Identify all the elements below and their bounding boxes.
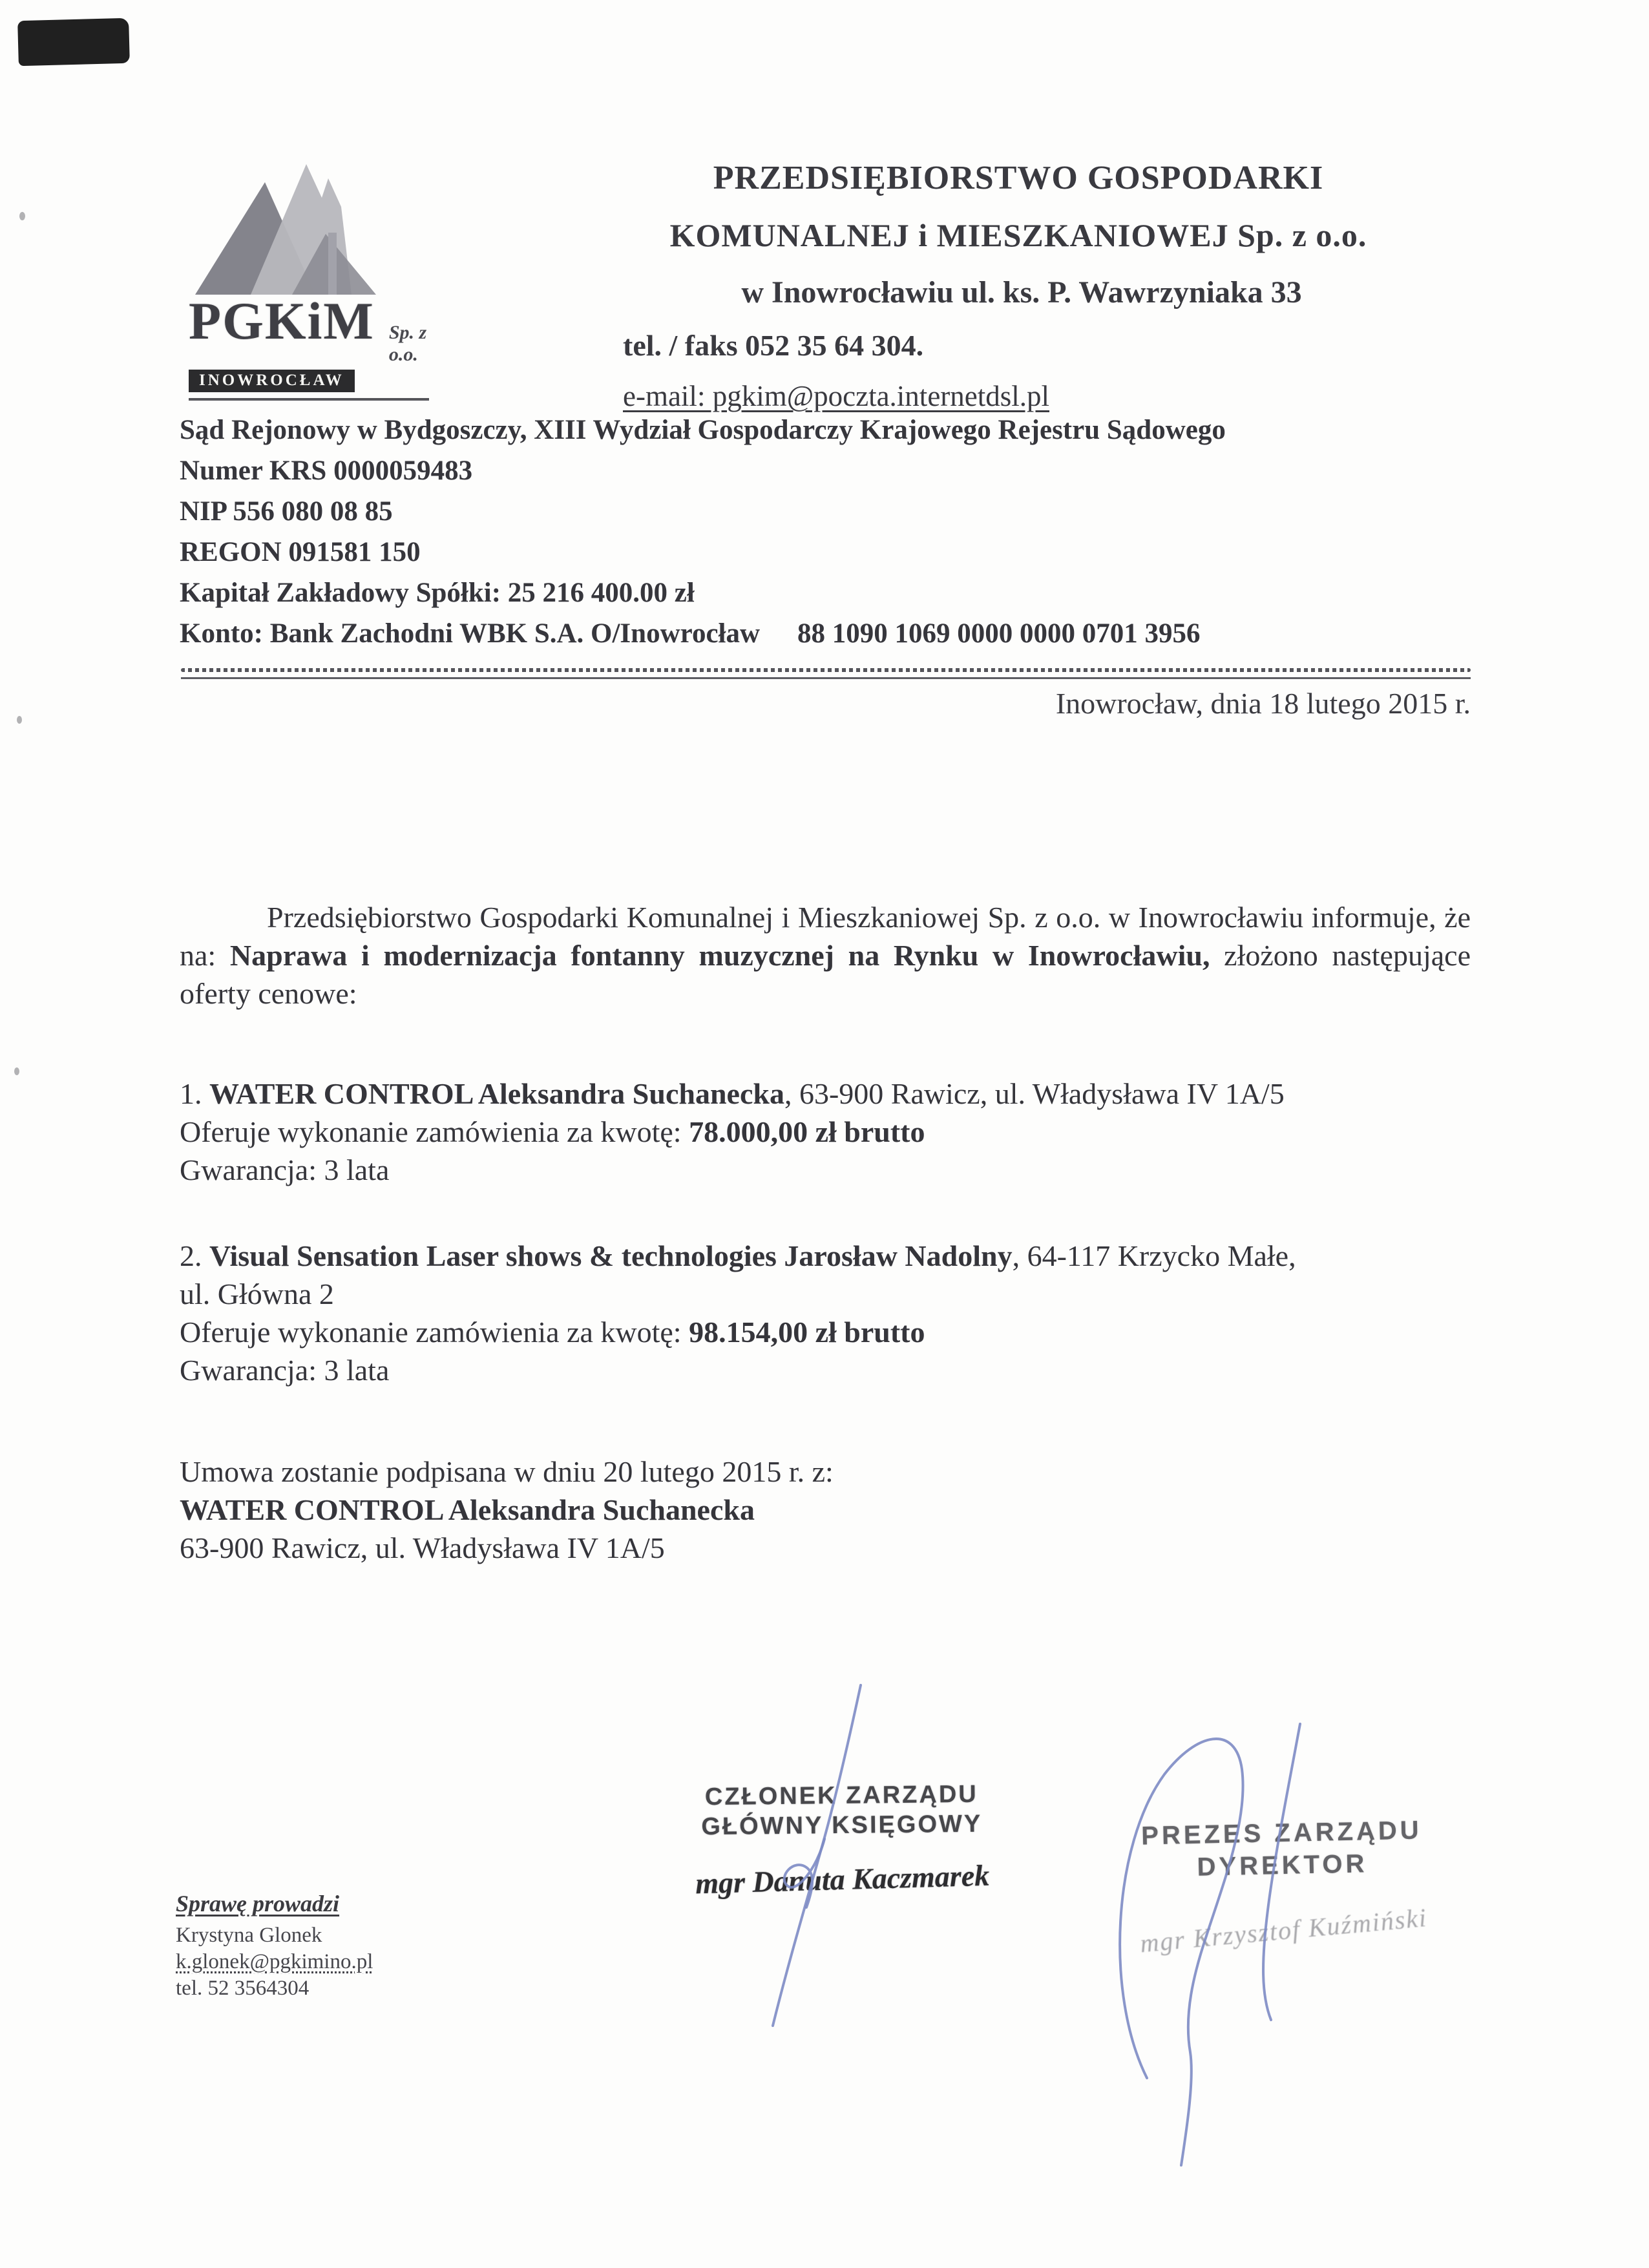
contract-winner-address: 63-900 Rawicz, ul. Władysława IV 1A/5 <box>180 1531 665 1564</box>
scan-speck <box>17 716 22 724</box>
company-phone: tel. / faks 052 35 64 304. <box>623 329 924 362</box>
offer-2-address: , 64-117 Krzycko Małe, <box>1012 1239 1296 1272</box>
offer-2-price: 98.154,00 zł brutto <box>689 1316 925 1349</box>
company-email: e-mail: pgkim@poczta.internetdsl.pl <box>623 380 1050 412</box>
registry-account <box>180 613 1478 654</box>
registry-krs: Numer KRS 0000059483 <box>180 456 473 486</box>
scan-artifact-smudge <box>17 18 130 66</box>
case-handler-heading: Sprawę prowadzi <box>176 1891 340 1916</box>
scan-speck <box>14 1067 19 1075</box>
offer-1-address: , 63-900 Rawicz, ul. Władysława IV 1A/5 <box>784 1077 1285 1110</box>
scan-speck <box>19 212 25 220</box>
dotted-separator <box>181 668 1471 672</box>
company-name-line2: KOMUNALNEJ i MIESZKANIOWEJ Sp. z o.o. <box>669 217 1367 253</box>
intro-paragraph <box>180 898 1471 1013</box>
stamp-left-name: mgr Danuta Kaczmarek <box>695 1858 990 1900</box>
offer-2-price-line <box>180 1313 1471 1351</box>
intro-subject-bold: Naprawa i modernizacja fontanny muzycznej na Rynku w Inowrocławiu, <box>229 939 1210 972</box>
stamp-right-title-1: PREZES ZARZĄDU <box>1140 1816 1423 1851</box>
registry-court: Sąd Rejonowy w Bydgoszczy, XIII Wydział Gospodarczy Krajowego Rejestru Sądowego <box>180 415 1226 445</box>
registry-block <box>180 410 1478 654</box>
letterhead <box>569 159 1468 413</box>
intro-text-1: Przedsiębiorstwo Gospodarki Komunalnej i Mieszkaniowej Sp. z o.o. w Inowrocławiu informuje, że na: <box>180 901 1471 972</box>
registry-account-label: Konto: Bank Zachodni WBK S.A. O/Inowrocław <box>180 618 761 649</box>
registry-capital: Kapitał Zakładowy Spółki: 25 216 400.00 zł <box>180 578 695 608</box>
case-handler-phone: tel. 52 3564304 <box>176 1977 310 2000</box>
offer-2-warranty: Gwarancja: 3 lata <box>180 1354 390 1387</box>
registry-regon: REGON 091581 150 <box>180 537 421 567</box>
offer-2-price-label: Oferuje wykonanie zamówienia za kwotę: <box>180 1316 689 1349</box>
solid-separator <box>181 677 1471 679</box>
intro-text-2: złożono następujące oferty cenowe: <box>180 939 1471 1010</box>
stamp-chief-accountant <box>689 1780 994 1898</box>
offer-1-price-label: Oferuje wykonanie zamówienia za kwotę: <box>180 1115 689 1148</box>
offer-2-address-line2: ul. Główna 2 <box>180 1277 334 1310</box>
offer-2-number: 2. <box>180 1239 209 1272</box>
offer-2-header <box>180 1237 1471 1275</box>
offer-2 <box>180 1237 1471 1389</box>
registry-nip: NIP 556 080 08 85 <box>180 496 393 527</box>
stamp-president-director <box>1094 1813 1471 1958</box>
stamp-right-name: mgr Krzysztof Kuźmiński <box>1139 1902 1429 1958</box>
stamp-left-title-2: GŁÓWNY KSIĘGOWY <box>701 1810 983 1841</box>
letter-body <box>180 898 1471 1567</box>
logo-underline-rule <box>189 398 429 401</box>
logo-city-band: INOWROCŁAW <box>189 370 355 392</box>
contract-line: Umowa zostanie podpisana w dniu 20 lutego 2015 r. z: <box>180 1455 834 1488</box>
company-logo <box>189 156 447 392</box>
offer-1-company: WATER CONTROL Aleksandra Suchanecka <box>209 1077 784 1110</box>
offer-1-price-line <box>180 1113 1471 1151</box>
case-handler-name: Krystyna Glonek <box>176 1924 322 1947</box>
stamp-right-title-2: DYREKTOR <box>1197 1849 1368 1882</box>
contract-winner: WATER CONTROL Aleksandra Suchanecka <box>180 1493 755 1526</box>
offer-1-number: 1. <box>180 1077 209 1110</box>
offer-1-warranty: Gwarancja: 3 lata <box>180 1153 390 1186</box>
contract-block <box>180 1453 1471 1567</box>
logo-company-suffix: Sp. z o.o. <box>388 322 427 365</box>
case-handler-email: k.glonek@pgkimino.pl <box>176 1950 373 1973</box>
logo-acronym: PGKiM <box>189 291 375 350</box>
company-address: w Inowrocławiu ul. ks. P. Wawrzyniaka 33 <box>741 275 1302 310</box>
offer-2-company: Visual Sensation Laser shows & technologies Jarosław Nadolny <box>209 1239 1013 1272</box>
company-name-line1: PRZEDSIĘBIORSTWO GOSPODARKI <box>713 160 1324 196</box>
offer-1 <box>180 1075 1471 1189</box>
logo-mountains-icon <box>189 156 429 295</box>
case-handler-block <box>176 1891 373 2002</box>
offer-1-header <box>180 1075 1471 1113</box>
place-date-line: Inowrocław, dnia 18 lutego 2015 r. <box>1055 687 1471 720</box>
offer-1-price: 78.000,00 zł brutto <box>689 1115 925 1148</box>
registry-account-number: 88 1090 1069 0000 0000 0701 3956 <box>797 618 1201 649</box>
stamp-left-title-1: CZŁONEK ZARZĄDU <box>704 1780 978 1811</box>
